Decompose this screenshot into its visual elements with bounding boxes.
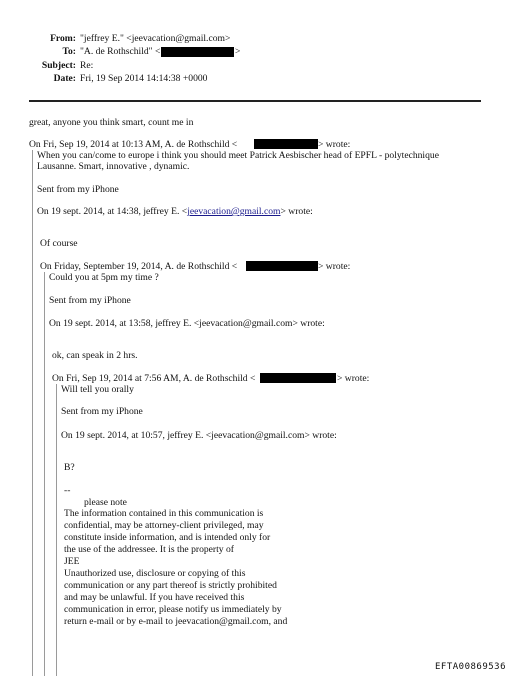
bates-number: EFTA00869536 <box>435 662 507 672</box>
reply-text: great, anyone you think smart, count me in <box>29 117 194 128</box>
quote1-intro: On Fri, Sep 19, 2014 at 10:13 AM, A. de Rothschild < <box>29 139 238 150</box>
date-value: Fri, 19 Sep 2014 14:14:38 +0000 <box>80 73 208 84</box>
quote6-text: B? <box>64 462 75 473</box>
disclaimer-line: communication in error, please notify us immediately by <box>64 604 282 615</box>
disclaimer-line: the use of the addressee. It is the property of <box>64 544 234 555</box>
email-link[interactable]: jeevacation@gmail.com <box>187 206 281 217</box>
quote2-intro-post: > wrote: <box>280 206 313 217</box>
quote-bar <box>56 384 57 676</box>
subject-label: Subject: <box>41 60 76 71</box>
quote1-line: When you can/come to europe i think you should meet Patrick Aesbischer head of EPFL - polytechnique <box>37 150 439 161</box>
to-close: > <box>235 46 241 57</box>
quote-bar <box>44 272 45 676</box>
quote6-intro: On 19 sept. 2014, at 10:57, jeffrey E. <jeevacation@gmail.com> wrote: <box>61 430 337 441</box>
redaction-box <box>260 373 336 383</box>
disclaimer-line: communication or any part thereof is strictly prohibited <box>64 580 277 591</box>
quote3-sent: Sent from my iPhone <box>49 295 131 306</box>
disclaimer-line: confidential, may be attorney-client privileged, may <box>64 520 264 531</box>
date-label: Date: <box>53 73 76 84</box>
signature-dash: -- <box>64 485 71 496</box>
subject-value: Re: <box>80 60 94 71</box>
quote5-sent: Sent from my iPhone <box>61 406 143 417</box>
redaction-box <box>254 139 318 149</box>
quote2-intro-pre: On 19 sept. 2014, at 14:38, jeffrey E. < <box>37 206 188 217</box>
disclaimer-line: return e-mail or by e-mail to jeevacation@gmail.com, and <box>64 616 288 627</box>
quote5-intro: On Fri, Sep 19, 2014 at 7:56 AM, A. de Rothschild < <box>52 373 256 384</box>
header-divider <box>29 100 481 102</box>
from-value: "jeffrey E." <jeevacation@gmail.com> <box>80 33 231 44</box>
quote4-intro: On 19 sept. 2014, at 13:58, jeffrey E. <jeevacation@gmail.com> wrote: <box>49 318 325 329</box>
quote1-wrote: > wrote: <box>318 139 351 150</box>
quote5-wrote: > wrote: <box>337 373 370 384</box>
disclaimer-line: and may be unlawful. If you have received this <box>64 592 245 603</box>
from-label: From: <box>50 33 76 44</box>
redaction-box <box>246 261 318 271</box>
quote2-text: Of course <box>40 238 78 249</box>
disclaimer-line: Unauthorized use, disclosure or copying of this <box>64 568 246 579</box>
disclaimer-line: JEE <box>64 556 80 567</box>
quote3-text: Could you at 5pm my time ? <box>49 272 159 283</box>
quote2-intro <box>37 206 313 217</box>
quote3-intro: On Friday, September 19, 2014, A. de Rothschild < <box>40 261 238 272</box>
quote1-line: Lausanne. Smart, innovative , dynamic. <box>37 161 190 172</box>
quote1-sent: Sent from my iPhone <box>37 184 119 195</box>
signature-note: please note <box>84 497 127 508</box>
redaction-box <box>161 47 234 57</box>
quote-bar <box>32 150 33 676</box>
disclaimer-line: The information contained in this communication is <box>64 508 264 519</box>
quote4-text: ok, can speak in 2 hrs. <box>52 350 138 361</box>
to-value: "A. de Rothschild" < <box>80 46 161 57</box>
to-label: To: <box>62 46 76 57</box>
quote3-wrote: > wrote: <box>318 261 351 272</box>
disclaimer-line: constitute inside information, and is intended only for <box>64 532 271 543</box>
quote5-text: Will tell you orally <box>61 384 134 395</box>
